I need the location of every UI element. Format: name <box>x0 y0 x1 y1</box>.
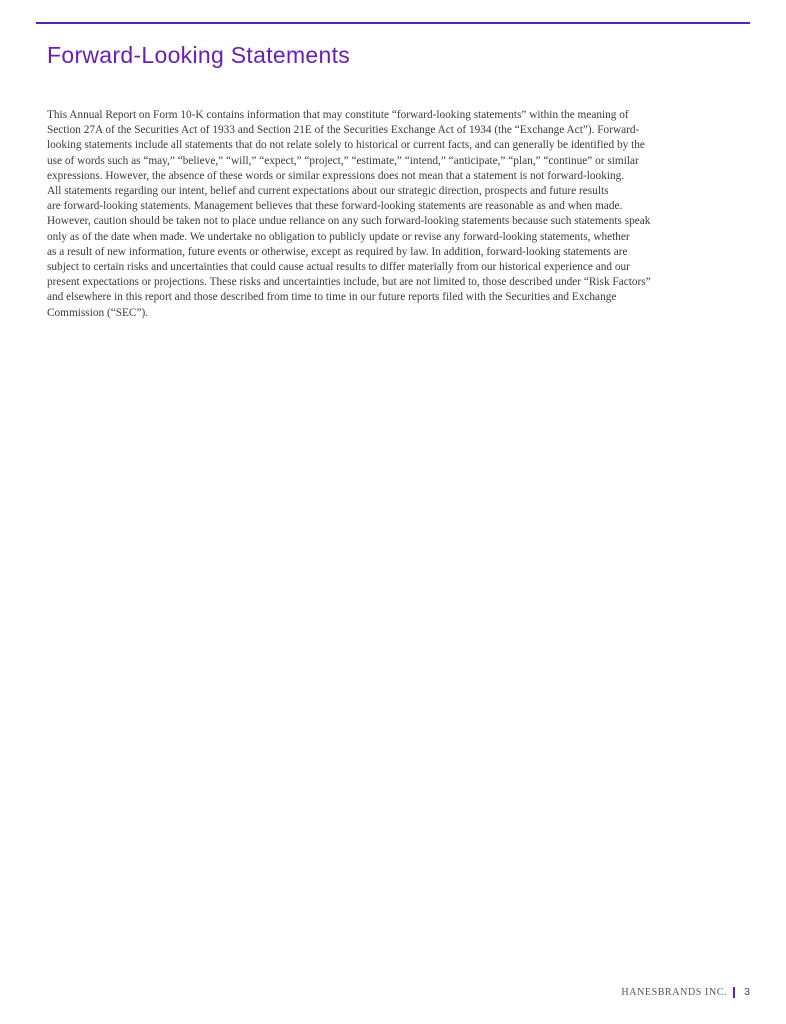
footer-divider <box>733 987 735 998</box>
paragraph-line: However, caution should be taken not to place undue reliance on any such forward-looking statements because such statements speak <box>47 215 651 228</box>
paragraph-line: subject to certain risks and uncertainties that could cause actual results to differ materially from our historical experience and our <box>47 261 630 274</box>
paragraph-line: This Annual Report on Form 10-K contains information that may constitute “forward-looking statements” within the meaning of <box>47 109 629 121</box>
paragraph-line: as a result of new information, future events or otherwise, except as required by law. In addition, forward-looking statements are <box>47 245 628 258</box>
page-number: 3 <box>744 986 750 998</box>
paragraph-line: Section 27A of the Securities Act of 1933 and Section 21E of the Securities Exchange Act of 1934 (the “Exchange Act”). Forward- <box>47 124 640 137</box>
paragraph-line: Commission (“SEC”). <box>47 306 149 319</box>
page-title: Forward-Looking Statements <box>47 42 351 68</box>
paragraph-line: are forward-looking statements. Management believes that these forward-looking statements are reasonable as and when made. <box>47 200 623 213</box>
paragraph-line: and elsewhere in this report and those described from time to time in our future reports filed with the Securities and Exchange <box>47 291 617 304</box>
paragraph-line: present expectations or projections. These risks and uncertainties include, but are not limited to, those described under “Risk Factors” <box>47 276 651 289</box>
paragraph-line: use of words such as “may,” “believe,” “will,” “expect,” “project,” “estimate,” “intend,” “anticipate,” “plan,” “continue” or similar <box>47 154 639 167</box>
top-rule <box>36 22 750 24</box>
body-paragraph <box>47 108 747 321</box>
page-footer <box>621 986 750 998</box>
paragraph-line: only as of the date when made. We undertake no obligation to publicly update or revise any forward-looking statements, whether <box>47 230 630 243</box>
paragraph-line: looking statements include all statements that do not relate solely to historical or current facts, and can generally be identified by the <box>47 139 645 152</box>
footer-company-name: HANESBRANDS INC. <box>621 986 728 998</box>
paragraph-line: All statements regarding our intent, belief and current expectations about our strategic direction, prospects and future results <box>47 185 609 198</box>
paragraph-line: expressions. However, the absence of these words or similar expressions does not mean that a statement is not forward-looking. <box>47 169 625 182</box>
